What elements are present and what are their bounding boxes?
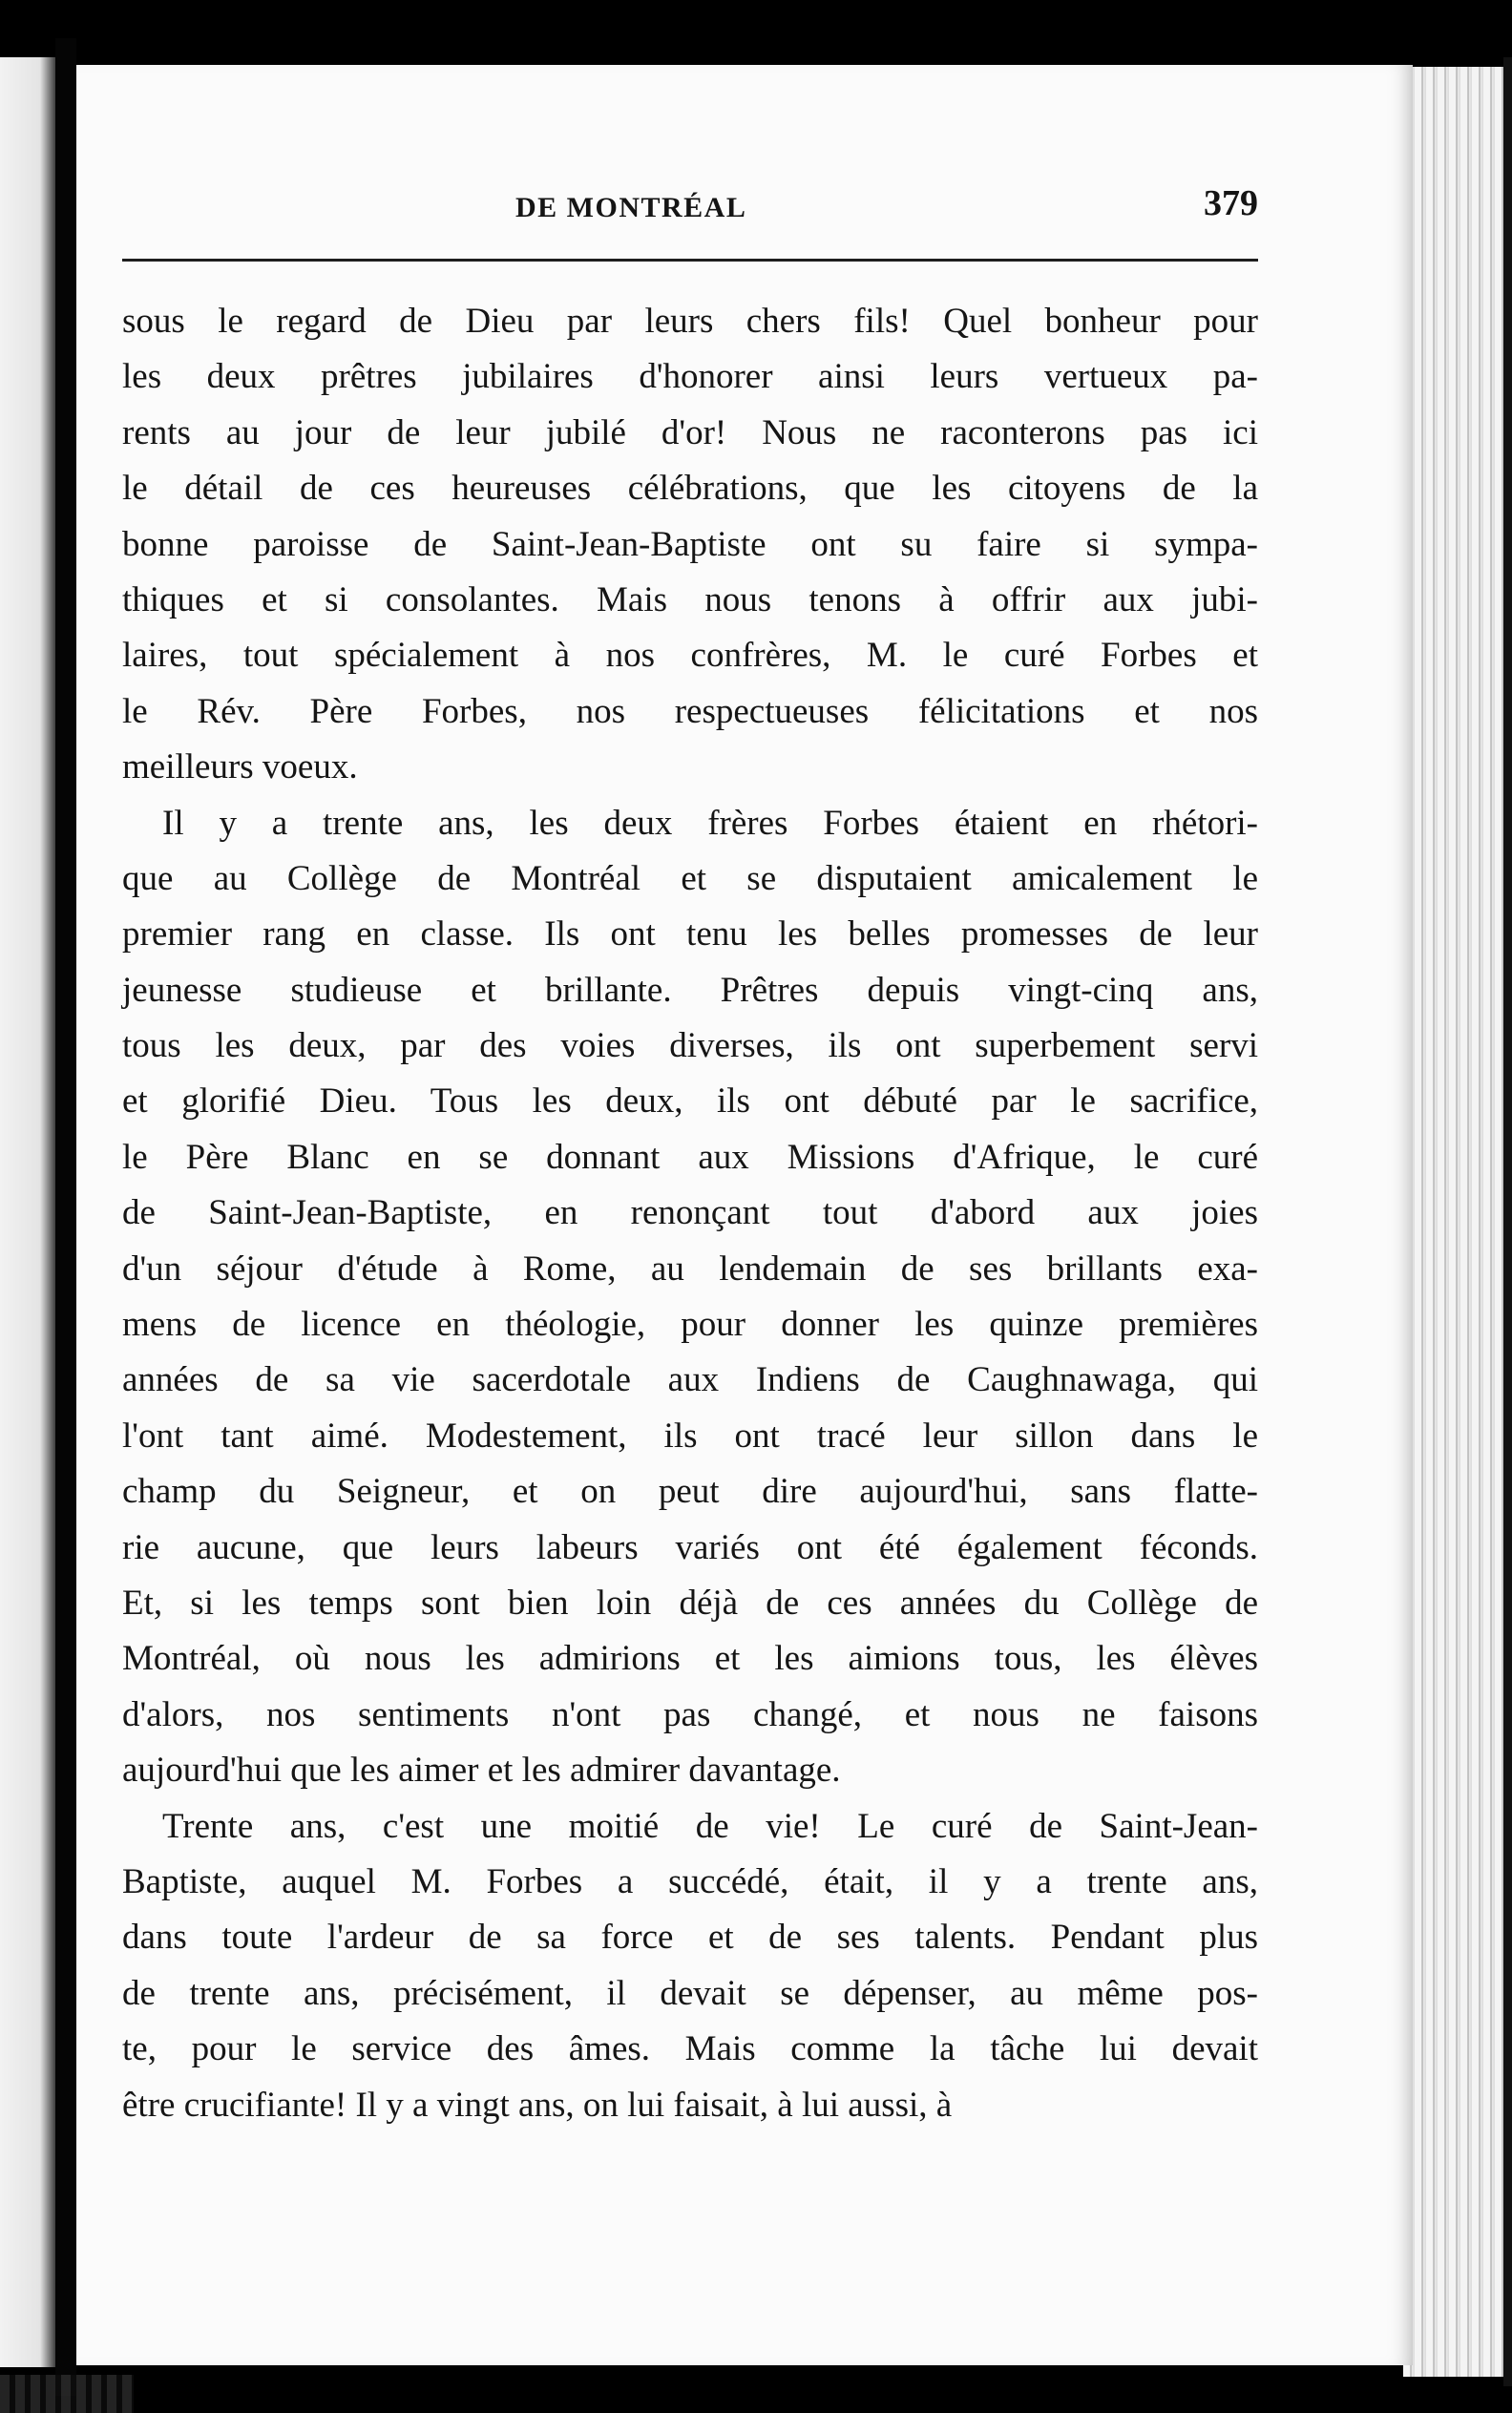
text-line: d'alors, nos sentiments n'ont pas changé, et nous ne faisons	[122, 1694, 1258, 1734]
header-rule	[122, 259, 1258, 262]
text-line: thiques et si consolantes. Mais nous tenons à offrir aux jubi-	[122, 579, 1258, 619]
text-line: laires, tout spécialement à nos confrères, M. le curé Forbes et	[122, 636, 1258, 676]
text-line: premier rang en classe. Ils ont tenu les belles promesses de leur	[122, 914, 1258, 955]
text-line: Montréal, où nous les admirions et les aimions tous, les élèves	[122, 1639, 1258, 1679]
paragraph	[122, 1799, 1258, 2133]
text-line: Il y a trente ans, les deux frères Forbes étaient en rhétori-	[162, 803, 1258, 843]
text-line: mens de licence en théologie, pour donner les quinze premières	[122, 1305, 1258, 1345]
body-text	[122, 294, 1258, 2133]
text-line: de Saint-Jean-Baptiste, en renonçant tout d'abord aux joies	[122, 1193, 1258, 1233]
page-stack-shadow	[1503, 57, 1512, 2386]
text-line: Trente ans, c'est une moitié de vie! Le curé de Saint-Jean-	[162, 1806, 1258, 1846]
text-line: rie aucune, que leurs labeurs variés ont été également féconds.	[122, 1527, 1258, 1567]
page-stack-edge	[1403, 67, 1503, 2377]
text-line: jeunesse studieuse et brillante. Prêtres depuis vingt-cinq ans,	[122, 970, 1258, 1010]
text-line: le Père Blanc en se donnant aux Missions d'Afrique, le curé	[122, 1137, 1258, 1177]
text-line: tous les deux, par des voies diverses, ils ont superbement servi	[122, 1026, 1258, 1066]
text-line: aujourd'hui que les aimer et les admirer davantage.	[122, 1751, 841, 1791]
text-line: dans toute l'ardeur de sa force et de ses talents. Pendant plus	[122, 1918, 1258, 1958]
text-line: le détail de ces heureuses célébrations, que les citoyens de la	[122, 469, 1258, 509]
running-head-title: DE MONTRÉAL	[515, 192, 747, 223]
paragraph	[122, 294, 1258, 796]
text-line: de trente ans, précisément, il devait se dépenser, au même pos-	[122, 1973, 1258, 2013]
text-line: d'un séjour d'étude à Rome, au lendemain de ses brillants exa-	[122, 1248, 1258, 1289]
book-gutter	[55, 38, 76, 2396]
text-line: années de sa vie sacerdotale aux Indiens de Caughnawaga, qui	[122, 1360, 1258, 1400]
text-line: le Rév. Père Forbes, nos respectueuses félicitations et nos	[122, 691, 1258, 731]
text-line: sous le regard de Dieu par leurs chers fils! Quel bonheur pour	[122, 302, 1258, 341]
text-line: que au Collège de Montréal et se disputaient amicalement le	[122, 858, 1258, 898]
text-line: l'ont tant aimé. Modestement, ils ont tracé leur sillon dans le	[122, 1416, 1258, 1456]
text-line: te, pour le service des âmes. Mais comme la tâche lui devait	[122, 2029, 1258, 2069]
paragraph	[122, 796, 1258, 1799]
book-page	[76, 65, 1413, 2365]
previous-page-edge	[0, 57, 57, 2367]
text-line: et glorifié Dieu. Tous les deux, ils ont débuté par le sacrifice,	[122, 1081, 1258, 1122]
text-line: Et, si les temps sont bien loin déjà de ces années du Collège de	[122, 1583, 1258, 1623]
text-line: être crucifiante! Il y a vingt ans, on lui faisait, à lui aussi, à	[122, 2085, 953, 2125]
text-line: les deux prêtres jubilaires d'honorer ainsi leurs vertueux pa-	[122, 357, 1258, 397]
page-number: 379	[1204, 183, 1258, 223]
text-line: bonne paroisse de Saint-Jean-Baptiste ont su faire si sympa-	[122, 524, 1258, 564]
scan-corner-artifact	[0, 2375, 134, 2413]
text-line: champ du Seigneur, et on peut dire aujourd'hui, sans flatte-	[122, 1472, 1258, 1512]
text-line: rents au jour de leur jubilé d'or! Nous ne raconterons pas ici	[122, 412, 1258, 452]
text-line: meilleurs voeux.	[122, 747, 358, 787]
text-line: Baptiste, auquel M. Forbes a succédé, était, il y a trente ans,	[122, 1861, 1258, 1901]
